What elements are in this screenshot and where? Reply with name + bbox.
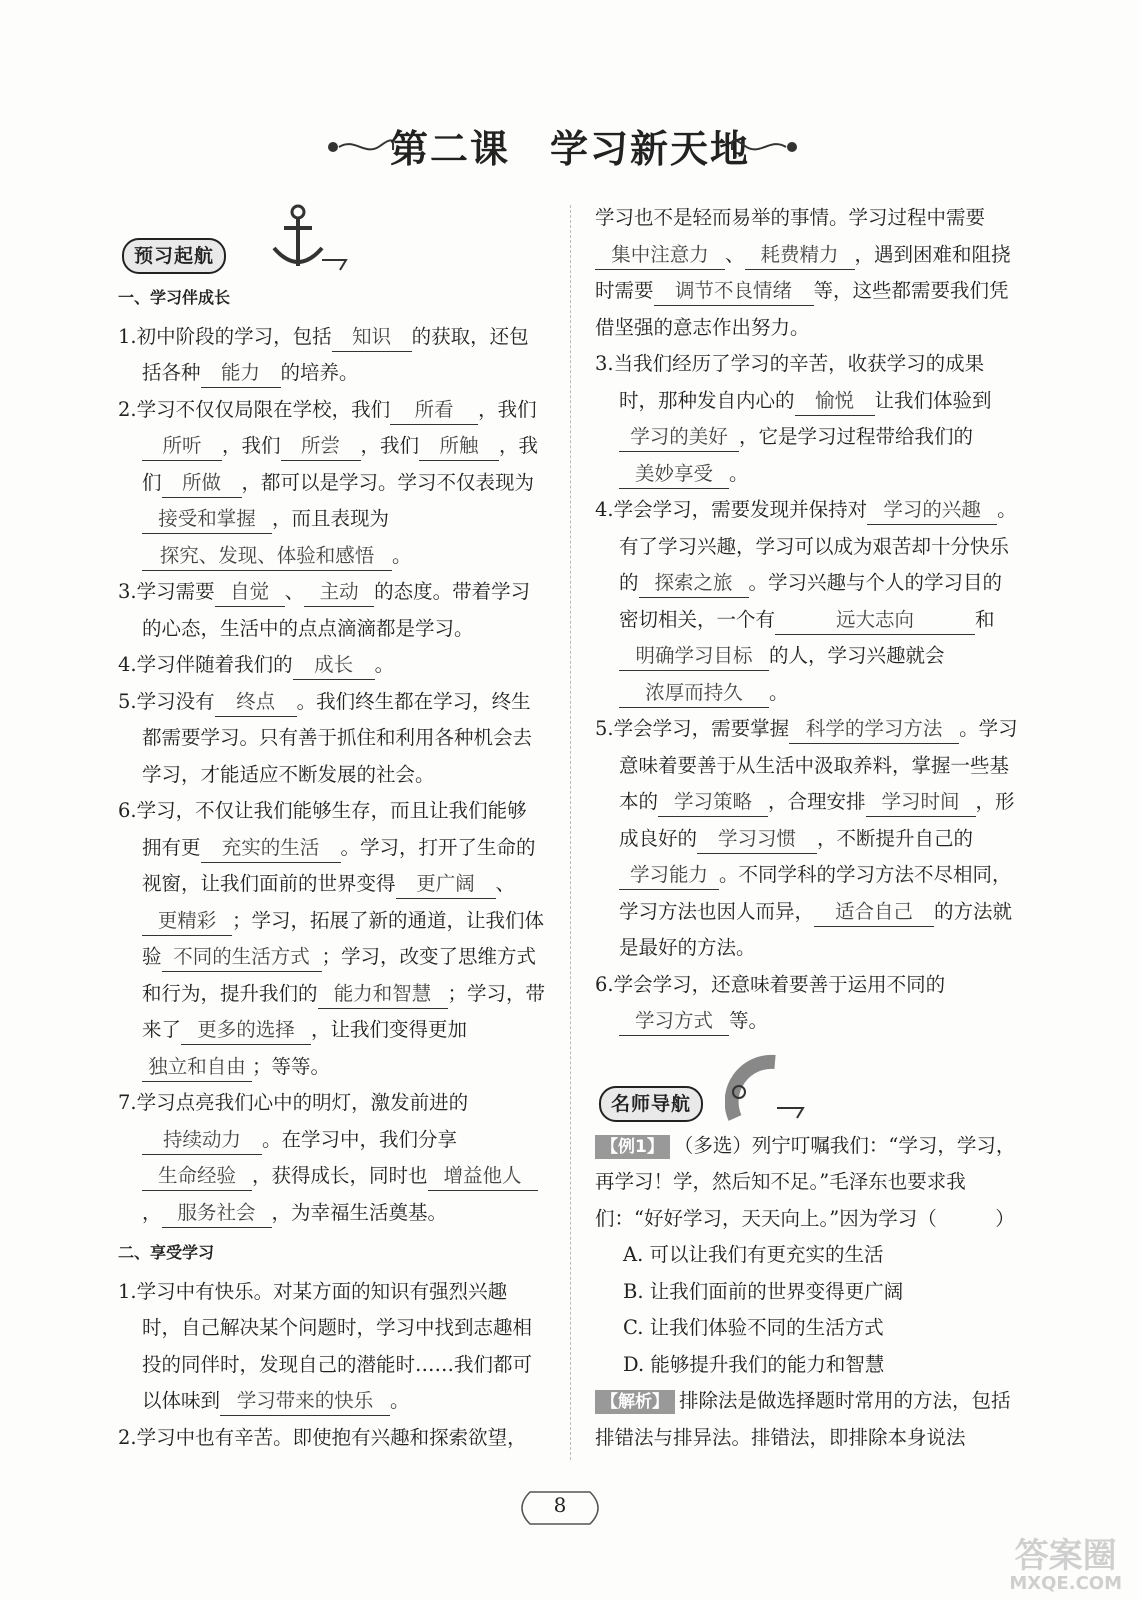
answer-blank[interactable]: 充实的生活 <box>201 836 341 863</box>
answer-blank[interactable]: 愉悦 <box>795 389 875 416</box>
answer-blank[interactable]: 耗费精力 <box>745 243 855 270</box>
answer-blank[interactable]: 更广阔 <box>396 872 496 899</box>
answer-blank[interactable]: 能力和智慧 <box>318 982 448 1009</box>
answer-blank[interactable]: 学习能力 <box>619 863 719 890</box>
question-item: 6.学会学习，还意味着要善于运用不同的学习方式 等。 <box>595 967 1020 1040</box>
answer-blank[interactable]: 知识 <box>332 325 412 352</box>
anchor-icon <box>268 204 348 274</box>
answer-blank[interactable]: 所做 <box>162 471 242 498</box>
answer-blank[interactable]: 学习时间 <box>866 790 976 817</box>
answer-blank[interactable]: 学习的美好 <box>619 425 739 452</box>
answer-blank[interactable]: 科学的学习方法 <box>789 717 959 744</box>
question-item: 5.学会学习，需要掌握 科学的学习方法 。学习意味着要善于从生活中汲取养料，掌握一些基本的 学习策略 ，合理安排 学习时间 ，形成良好的 学习习惯 ，不断提升自己的学习能力 。不同学科的学习方法不尽相同，学习方法也因人而异， 适合自己 的方法就是最好的方法。 <box>595 717 1018 959</box>
question-item: 3.学习需要 自觉 、 主动 的态度。带着学习的心态，生活中的点点滴滴都是学习。 <box>118 580 531 640</box>
analysis: 【解析】 排除法是做选择题时常用的方法，包括排错法与排异法。排错法，即排除本身说法 <box>595 1389 1011 1449</box>
answer-blank[interactable]: 探究、发现、体验和感悟 <box>142 544 392 571</box>
question-item: 7.学习点亮我们心中的明灯，激发前进的持续动力 。在学习中，我们分享生命经验 ，获得成长，同时也 增益他人， 服务社会 ，为幸福生活奠基。 <box>118 1085 546 1231</box>
question-item: 4.学习伴随着我们的 成长 。 <box>118 647 546 684</box>
question-item: 1.学习中有快乐。对某方面的知识有强烈兴趣时，自己解决某个问题时，学习中找到志趣相投的同伴时，发现自己的潜能时……我们都可以体味到 学习带来的快乐 。 <box>118 1274 546 1420</box>
answer-blank[interactable]: 所听 <box>142 434 222 461</box>
answer-blank[interactable]: 独立和自由 <box>142 1055 252 1082</box>
answer-blank[interactable]: 学习方式 <box>619 1009 729 1036</box>
answer-blank[interactable]: 明确学习目标 <box>619 644 769 671</box>
answer-blank[interactable]: 学习习惯 <box>697 827 817 854</box>
question-continuation: 学习也不是轻而易举的事情。学习过程中需要集中注意力 、 耗费精力 ，遇到困难和阻挠时需要 调节不良情绪 等，这些都需要我们凭借坚强的意志作出努力。 <box>595 206 1011 339</box>
answer-blank[interactable]: 更精彩 <box>142 909 232 936</box>
option-d[interactable]: D. 能够提升我们的能力和智慧 <box>623 1352 885 1376</box>
right-column <box>595 200 1020 1456</box>
question-item: 4.学会学习，需要发现并保持对 学习的兴趣 。有了学习兴趣，学习可以成为艰苦却十分快乐的 探索之旅 。学习兴趣与个人的学习目的密切相关，一个有 远大志向 和明确学习目标 的人，学习兴趣就会浓厚而持久 。 <box>595 492 1020 711</box>
answer-blank[interactable]: 更多的选择 <box>181 1018 311 1045</box>
page-number: 8 <box>510 1488 610 1528</box>
answer-blank[interactable]: 成长 <box>293 653 375 680</box>
answer-blank[interactable]: 学习带来的快乐 <box>220 1389 390 1416</box>
answer-blank[interactable]: 自觉 <box>215 580 285 607</box>
answer-blank[interactable]: 终点 <box>215 690 297 717</box>
question-item: 2.学习中也有辛苦。即使抱有兴趣和探索欲望， <box>118 1425 527 1449</box>
section-heading: 二、享受学习 <box>118 1243 215 1262</box>
preview-banner-label: 预习起航 <box>122 238 226 274</box>
answer-blank[interactable]: 所触 <box>419 434 499 461</box>
answer-blank[interactable]: 探索之旅 <box>639 571 749 598</box>
option-b[interactable]: B. 让我们面前的世界变得更广阔 <box>623 1279 904 1303</box>
title-ornament-right <box>730 132 800 162</box>
answer-blank[interactable]: 接受和掌握 <box>142 507 272 534</box>
preview-banner <box>118 200 546 276</box>
question-item: 3.当我们经历了学习的辛苦，收获学习的成果时，那种发自内心的 愉悦 让我们体验到学习的美好 ，它是学习过程带给我们的美妙享受 。 <box>595 346 1020 492</box>
question-item: 2.学习不仅仅局限在学校，我们 所看 ，我们所听 ，我们 所尝 ，我们 所触 ，我们 所做 ，都可以是学习。学习不仅表现为接受和掌握 ，而且表现为探究、发现、体验和感悟 。 <box>118 392 546 575</box>
answer-blank[interactable]: 生命经验 <box>142 1164 252 1191</box>
watermark: 答案圈 MXQE.COM <box>1009 1536 1122 1594</box>
teacher-banner <box>595 1048 1020 1124</box>
compass-icon <box>725 1048 805 1124</box>
question-item: 5.学习没有 终点 。我们终生都在学习，终生都需要学习。只有善于抓住和利用各种机会去学习，才能适应不断发展的社会。 <box>118 689 533 786</box>
answer-blank[interactable]: 持续动力 <box>142 1128 262 1155</box>
answer-blank[interactable]: 调节不良情绪 <box>654 279 814 306</box>
question-item: 6.学习，不仅让我们能够生存，而且让我们能够拥有更 充实的生活 。学习，打开了生命的视窗，让我们面前的世界变得 更广阔 、更精彩 ；学习，拓展了新的通道，让我们体验 不同的生活方式 ；学习，改变了思维方式和行为，提升我们的 能力和智慧 ；学习，带来了 更多的选择 ，让我们变得更加独立和自由 ；等等。 <box>118 793 546 1085</box>
section-heading: 一、学习伴成长 <box>118 288 231 307</box>
analysis-tag: 【解析】 <box>595 1390 675 1414</box>
answer-blank[interactable]: 适合自己 <box>814 900 934 927</box>
answer-blank[interactable]: 不同的生活方式 <box>162 945 322 972</box>
answer-blank[interactable]: 能力 <box>201 361 281 388</box>
answer-blank[interactable]: 学习策略 <box>658 790 768 817</box>
left-column <box>118 200 546 1456</box>
answer-blank[interactable]: 美妙享受 <box>619 462 729 489</box>
example-question: 【例1】 （多选）列宁叮嘱我们：“学习，学习，再学习！学，然后知不足。”毛泽东也要求我们：“好好学习，天天向上。”因为学习（ ） <box>595 1133 1016 1230</box>
answer-blank[interactable]: 集中注意力 <box>595 243 725 270</box>
answer-blank[interactable]: 远大志向 <box>775 608 975 635</box>
answer-blank[interactable]: 学习的兴趣 <box>867 498 997 525</box>
option-c[interactable]: C. 让我们体验不同的生活方式 <box>623 1316 884 1339</box>
answer-blank[interactable]: 主动 <box>304 580 374 607</box>
answer-blank[interactable]: 服务社会 <box>162 1201 272 1228</box>
option-a[interactable]: A. 可以让我们有更充实的生活 <box>623 1243 884 1266</box>
answer-blank[interactable]: 所尝 <box>281 434 361 461</box>
answer-blank[interactable]: 增益他人 <box>428 1164 538 1191</box>
column-divider <box>570 205 571 1460</box>
answer-blank[interactable]: 所看 <box>390 398 478 425</box>
teacher-banner-label: 名师导航 <box>599 1086 703 1122</box>
example-tag: 【例1】 <box>595 1135 670 1159</box>
question-item: 1.初中阶段的学习，包括 知识 的获取，还包括各种 能力 的培养。 <box>118 319 546 392</box>
answer-blank[interactable]: 浓厚而持久 <box>619 681 769 708</box>
lesson-title: 第二课 学习新天地 <box>389 127 751 171</box>
